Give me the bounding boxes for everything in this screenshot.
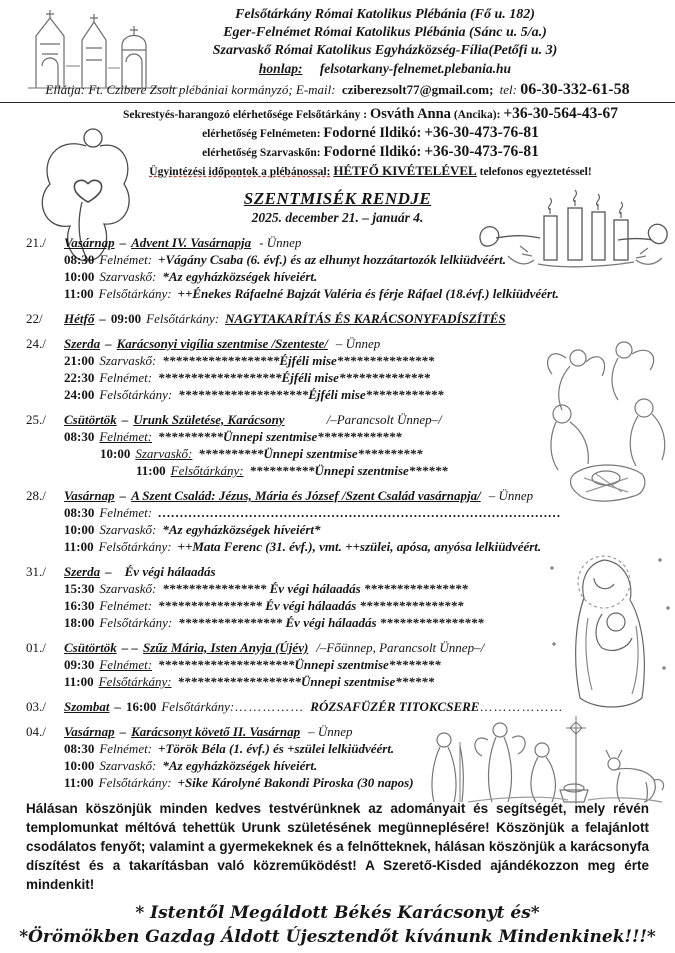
mass-time: 15:30 <box>64 581 95 596</box>
dot-leader: ……………… <box>479 699 564 714</box>
mass-place: Felnémet: <box>99 429 153 444</box>
mass-text: +Vágány Csaba (6. évf.) és az elhunyt hozzátartozók lelkiüdvéért. <box>158 252 506 267</box>
mass-place: Felnémet: <box>99 252 153 267</box>
entry-title: Urunk Születése, Karácsony <box>133 412 285 427</box>
sacristan-line-3 <box>78 143 663 162</box>
entry-head <box>64 310 667 327</box>
entry-separator: – <box>99 311 106 326</box>
mass-time: 11:00 <box>64 674 94 689</box>
sacristan-name-1: Osváth Anna <box>369 106 451 122</box>
schedule-entry <box>26 411 667 479</box>
entry-number: 04./ <box>26 724 46 739</box>
mass-time: 11:00 <box>64 775 94 790</box>
schedule-entry <box>26 335 667 403</box>
office-hours-tail: telefonos egyeztetéssel! <box>479 166 592 178</box>
header-org-block <box>150 6 620 78</box>
entry-suffix: Év végi hálaadás <box>124 564 216 579</box>
office-hours-label: Ügyintézési időpontok a plébánossal: <box>149 166 331 178</box>
entry-body <box>64 411 667 479</box>
homepage-label: honlap: <box>258 61 303 76</box>
entry-number: 24./ <box>26 336 46 351</box>
mass-row <box>64 386 667 403</box>
mass-row <box>64 428 667 445</box>
entry-title: Karácsonyt követő II. Vasárnap <box>131 724 301 739</box>
mass-text: *Az egyházközségek híveiért. <box>162 269 318 284</box>
entry-day: Hétfő <box>64 311 95 326</box>
entry-head <box>64 411 667 428</box>
mass-time: 08:30 <box>64 252 95 267</box>
mass-text: +Sike Károlyné Bakondi Piroska (30 napos) <box>177 775 414 790</box>
inline-time: 16:00 <box>126 699 157 714</box>
mass-time: 21:00 <box>64 353 95 368</box>
mass-row <box>64 774 667 791</box>
mass-place: Felnémet: <box>99 505 153 520</box>
mass-place: Felsőtárkány: <box>98 286 172 301</box>
mass-text: **********Ünnepi szentmise********** <box>198 446 423 461</box>
greeting-line-2: *Örömökben Gazdag Áldott Újesztendőt kívánunk Mindenkinek!!!* <box>19 927 656 947</box>
mass-text: **************** Év végi hálaadás **************** <box>158 598 464 613</box>
mass-place: Szarvaskő: <box>99 522 157 537</box>
mass-time: 18:00 <box>64 615 95 630</box>
mass-row <box>64 597 667 614</box>
schedule-entry <box>26 723 667 791</box>
entry-number: 03./ <box>26 699 46 714</box>
entry-separator: – <box>121 412 129 427</box>
mass-text: *******************Éjféli mise************** <box>158 370 430 385</box>
entry-day: Csütörtök <box>64 640 117 655</box>
mass-place: Szarvaskő: <box>99 758 157 773</box>
provider-email: cziberezsolt77@gmail.com; <box>341 82 494 97</box>
dot-leader: …………… <box>234 699 305 714</box>
org-line-3: Szarvaskő Római Katolikus Egyházközség-Fília(Petőfi u. 3) <box>212 43 558 58</box>
thanks-paragraph: Hálásan köszönjük minden kedves testvérünknek az adományait és segítségét, mely révén templomunkat méltóvá tehettük Urunk születésének megünneplésére! Köszönjük a felajánlott csodálatos fenyőt; valamint a gyermekeknek és a felnőtteknek, hálásan köszönjük a karácsonyfa díszítést és a takarításban való közreműködést! A Szerető-Kisded ajándékozzon meg érte mindenkit! <box>26 801 649 892</box>
homepage-line <box>150 60 620 78</box>
mass-time: 10:00 <box>64 269 95 284</box>
entry-separator: – <box>114 699 122 714</box>
entry-suffix: – Ünnep <box>335 336 381 351</box>
mass-time: 11:00 <box>136 463 166 478</box>
mass-place: Felsőtárkány: <box>170 463 244 478</box>
entry-separator: – <box>119 235 127 250</box>
org-line-2: Eger-Felnémet Római Katolikus Plébánia (Sánc u. 5/a.) <box>223 25 547 40</box>
sacristan-label-1: Sekrestyés-harangozó elérhetősége Felsőtárkány : <box>122 109 368 121</box>
mass-row <box>64 580 667 597</box>
mass-text: +Török Béla (1. évf.) és +szülei lelkiüdvéért. <box>158 741 395 756</box>
entry-day: Vasárnap <box>64 488 115 503</box>
mass-time: 22:30 <box>64 370 95 385</box>
provider-line <box>0 80 675 99</box>
entry-body <box>64 563 667 631</box>
entry-title: Karácsonyi vigília szentmise /Szenteste/ <box>116 336 328 351</box>
entry-body <box>64 234 667 302</box>
mass-text: ******************Éjféli mise*************** <box>162 353 435 368</box>
mass-place: Felnémet: <box>99 598 153 613</box>
mass-time: 08:30 <box>64 505 95 520</box>
sacristan-line-2 <box>78 124 663 143</box>
mass-place: Felsőtárkány: <box>99 387 173 402</box>
entry-body <box>64 723 667 791</box>
greeting-line-1: * Istentől Megáldott Békés Karácsonyt és* <box>135 903 540 923</box>
entry-separator: – <box>105 336 112 351</box>
entry-suffix: – Ünnep <box>488 488 534 503</box>
mass-text: **********Ünnepi szentmise****** <box>249 463 448 478</box>
entry-day: Csütörtök <box>64 412 117 427</box>
entry-head <box>64 563 667 580</box>
sacristan-phone-2: +36-30-473-76-81 <box>424 124 539 141</box>
entry-suffix: – Ünnep <box>308 724 353 739</box>
mass-text: ………………………………………………………………………………… <box>158 505 562 520</box>
sacristan-phone-3: +36-30-473-76-81 <box>424 143 539 160</box>
entry-day: Szerda <box>64 336 101 351</box>
mass-text: *********************Ünnepi szentmise******** <box>158 657 441 672</box>
entry-suffix: /–Főünnep, Parancsolt Ünnep–/ <box>316 640 485 655</box>
entry-title: A Szent Család: Jézus, Mária és József /Szent Család vasárnapja/ <box>131 488 481 503</box>
mass-place: Szarvaskő: <box>99 581 157 596</box>
schedule-entry <box>26 563 667 631</box>
entry-day: Vasárnap <box>64 235 115 250</box>
entry-number: 25./ <box>26 412 46 427</box>
mass-text: **************** Év végi hálaadás **************** <box>162 581 468 596</box>
entry-day: Szombat <box>64 699 110 714</box>
sacristan-nick-1: (Ancika): <box>453 109 501 121</box>
inline-time: 09:00 <box>110 311 142 326</box>
mass-row <box>64 757 667 774</box>
entry-number: 01./ <box>26 640 46 655</box>
mass-time: 09:30 <box>64 657 95 672</box>
mass-time: 16:30 <box>64 598 95 613</box>
mass-time: 08:30 <box>64 429 95 444</box>
inline-highlight: NAGYTAKARÍTÁS ÉS KARÁCSONYFADÍSZÍTÉS <box>225 311 506 326</box>
homepage-url: felsotarkany-felnemet.plebania.hu <box>319 61 512 76</box>
mass-row <box>64 656 667 673</box>
entry-body <box>64 310 667 327</box>
entry-separator: – – <box>121 640 138 655</box>
mass-place: Szarvaskő: <box>135 446 193 461</box>
mass-time: 10:00 <box>64 758 95 773</box>
sacristan-block <box>78 105 663 181</box>
entry-head <box>64 487 667 504</box>
mass-text: *Az egyházközségek híveiért. <box>162 758 318 773</box>
mass-place: Felnémet: <box>99 370 153 385</box>
entry-suffix: - Ünnep <box>259 235 302 250</box>
mass-row <box>64 614 667 631</box>
entry-title: Szűz Mária, Isten Anyja (Újév) <box>143 640 309 655</box>
org-line-1: Felsőtárkány Római Katolikus Plébánia (Fő u. 182) <box>235 7 535 22</box>
schedule-entry <box>26 639 667 690</box>
sacristan-label-3: elérhetőség Szarvaskőn: <box>202 147 321 159</box>
entry-head <box>64 723 667 740</box>
date-range: 2025. december 21. – január 4. <box>251 210 424 225</box>
entry-head <box>64 639 667 656</box>
mass-row <box>64 369 667 386</box>
mass-row <box>64 352 667 369</box>
mass-place: Szarvaskő: <box>99 353 157 368</box>
mass-text: **************** Év végi hálaadás **************** <box>178 615 484 630</box>
schedule-entry <box>26 487 667 555</box>
mass-place: Felsőtárkány: <box>98 674 172 689</box>
entry-title: Advent IV. Vasárnapja <box>131 235 252 250</box>
entry-separator: – <box>119 488 127 503</box>
mass-place: Felnémet: <box>99 741 153 756</box>
mass-time: 24:00 <box>64 387 95 402</box>
mass-time: 10:00 <box>100 446 131 461</box>
entry-separator: – <box>105 564 112 579</box>
mass-place: Felsőtárkány: <box>99 615 173 630</box>
entry-suffix: /–Parancsolt Ünnep–/ <box>326 412 442 427</box>
mass-row <box>64 521 667 538</box>
mass-row <box>64 538 667 555</box>
mass-row <box>64 251 667 268</box>
schedule-entry <box>26 234 667 302</box>
mass-text: ********************Éjféli mise************ <box>178 387 444 402</box>
header-divider <box>0 102 675 103</box>
entry-number: 21./ <box>26 235 46 250</box>
entry-body <box>64 639 667 690</box>
sacristan-phone-1: +36-30-564-43-67 <box>503 105 619 122</box>
title-block <box>0 189 675 226</box>
mass-time: 11:00 <box>64 539 94 554</box>
mass-place: Felsőtárkány: <box>98 775 172 790</box>
provider-prefix: Ellátja: Ft. Czibere Zsolt plébániai kormányzó; E-mail: <box>45 82 336 97</box>
inline-highlight: RÓZSAFÜZÉR TITOKCSERE <box>310 699 480 714</box>
entry-head <box>64 698 667 715</box>
sacristan-line-1 <box>78 105 663 124</box>
mass-text: ++Mata Ferenc (31. évf.), vmt. ++szülei, apósa, anyósa lelkiüdvéért. <box>177 539 542 554</box>
entry-head <box>64 335 667 352</box>
mass-row <box>64 740 667 757</box>
mass-text: **********Ünnepi szentmise************* <box>158 429 402 444</box>
mass-row <box>64 445 667 462</box>
mass-time: 11:00 <box>64 286 94 301</box>
provider-tel-label: tel: <box>499 82 517 97</box>
sacristan-name-2: Fodorné Ildikó: <box>323 125 422 141</box>
entry-head <box>64 234 667 251</box>
inline-place: Felsőtárkány: <box>146 311 220 326</box>
schedule-entry <box>26 310 667 327</box>
office-hours-exception: HÉTFŐ KIVÉTELÉVEL <box>333 163 477 178</box>
entry-day: Vasárnap <box>64 724 115 739</box>
sacristan-label-2: elérhetőség Felnémeten: <box>202 128 321 140</box>
entry-number: 28./ <box>26 488 46 503</box>
entry-number: 31./ <box>26 564 46 579</box>
sacristan-name-3: Fodorné Ildikó: <box>323 144 422 160</box>
entry-body <box>64 335 667 403</box>
mass-row <box>64 504 667 521</box>
inline-place: Felsőtárkány: <box>161 699 235 714</box>
mass-row <box>64 673 667 690</box>
mass-place: Szarvaskő: <box>99 269 157 284</box>
greeting-block <box>0 901 675 949</box>
mass-row <box>64 268 667 285</box>
mass-row <box>64 285 667 302</box>
entry-separator: – <box>119 724 127 739</box>
entry-body <box>64 698 667 715</box>
schedule <box>0 234 675 791</box>
mass-text: ++Énekes Ráfaelné Bajzát Valéria és férje Ráfael (18.évf.) lelkiüdvéért. <box>177 286 559 301</box>
mass-row <box>64 462 667 479</box>
entry-day: Szerda <box>64 564 101 579</box>
office-hours-line <box>78 162 663 181</box>
provider-phone: 06-30-332-61-58 <box>520 81 630 98</box>
mass-text: *******************Ünnepi szentmise****** <box>177 674 435 689</box>
mass-time: 08:30 <box>64 741 95 756</box>
schedule-entry <box>26 698 667 715</box>
mass-time: 10:00 <box>64 522 95 537</box>
entry-body <box>64 487 667 555</box>
entry-number: 22/ <box>26 311 43 326</box>
mass-place: Felsőtárkány: <box>98 539 172 554</box>
page-title: SZENTMISÉK RENDJE <box>243 189 432 208</box>
mass-place: Felnémet: <box>99 657 153 672</box>
mass-text: *Az egyházközségek híveiért* <box>162 522 321 537</box>
